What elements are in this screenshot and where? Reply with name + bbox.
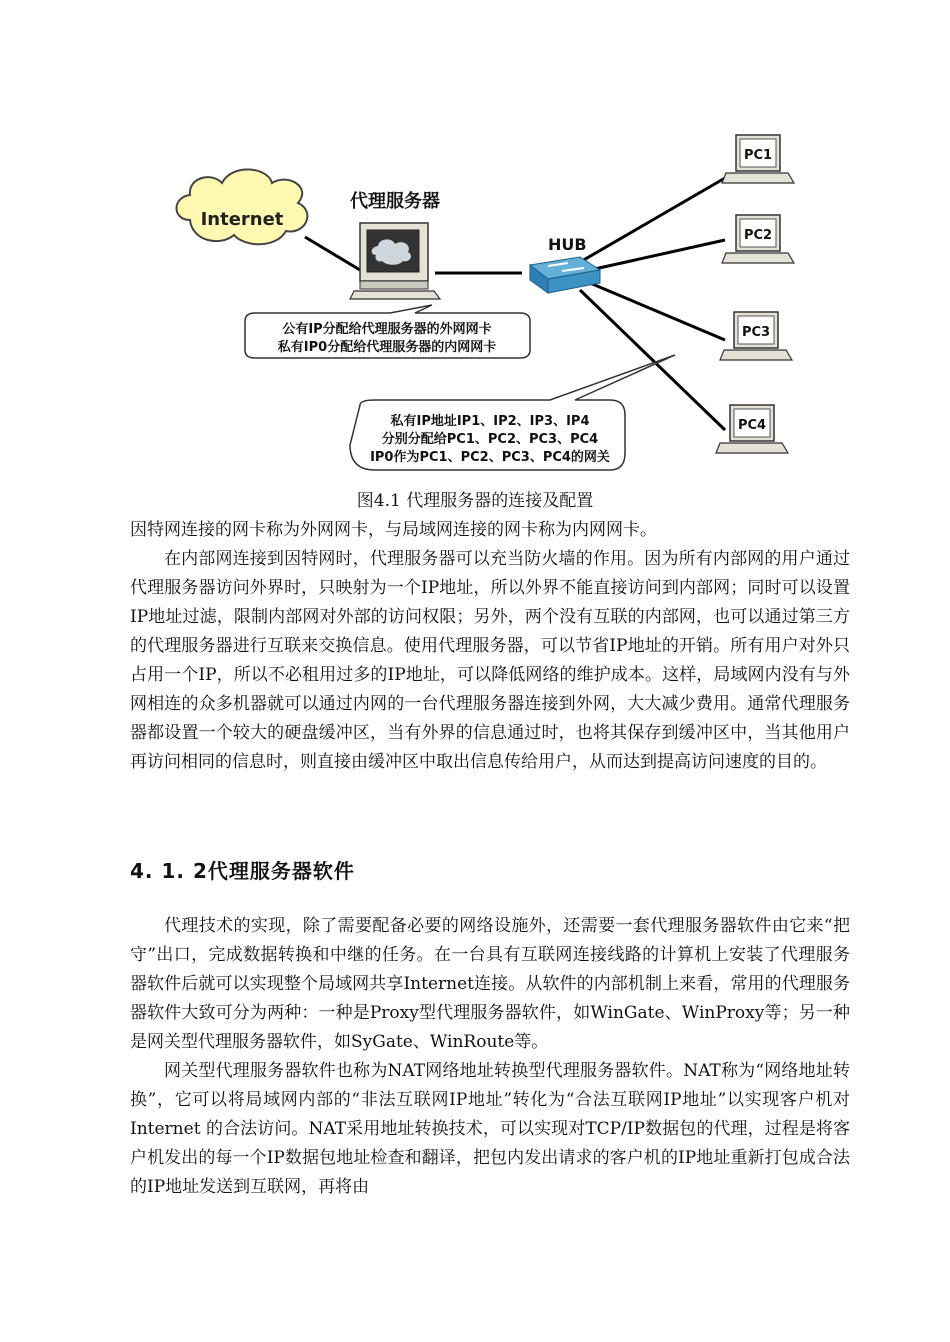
- paragraph-2: 在内部网连接到因特网时，代理服务器可以充当防火墙的作用。因为所有内部网的用户通过代理服务器访问外界时，只映射为一个IP地址，所以外界不能直接访问到内部网；同时可以设置IP地址过滤，限制内部网对外部的访问权限；另外，两个没有互联的内部网，也可以通过第三方的代理服务器进行互联来交换信息。使用代理服务器，可以节省IP地址的开销。所有用户对外只占用一个IP，所以不必租用过多的IP地址，可以降低网络的维护成本。这样，局域网内没有与外网相连的众多机器就可以通过内网的一台代理服务器连接到外网，大大减少费用。通常代理服务器都设置一个较大的硬盘缓冲区，当有外界的信息通过时，也将其保存到缓冲区中，当其他用户再访问相同的信息时，则直接由缓冲区中取出信息传给用户，从而达到提高访问速度的目的。: [130, 549, 850, 772]
- paragraph-3: 代理技术的实现，除了需要配备必要的网络设施外，还需要一套代理服务器软件由它来“把守”出口，完成数据转换和中继的任务。在一台具有互联网连接线路的计算机上安装了代理服务器软件后就可以实现整个局域网共享Internet连接。从软件的内部机制上来看，常用的代理服务器软件大致可分为两种：一种是Proxy型代理服务器软件，如WinGate、WinProxy等；另一种是网关型代理服务器软件，如SyGate、WinRoute等。: [130, 916, 850, 1052]
- figure-caption: 图4.1 代理服务器的连接及配置: [356, 491, 594, 511]
- internet-label: Internet: [200, 209, 284, 230]
- connection-lines: [305, 178, 725, 430]
- pc4-label: PC4: [737, 418, 767, 433]
- pc1-label: PC1: [743, 148, 773, 163]
- pc2-label: PC2: [743, 228, 773, 243]
- proxy-server-icon: [350, 223, 440, 299]
- internet-cloud-icon: [177, 169, 308, 244]
- network-diagram: [170, 125, 810, 485]
- pcs-callout-line1: 私有IP地址IP1、IP2、IP3、IP4: [390, 414, 590, 429]
- proxy-callout-line2: 私有IP0分配给代理服务器的内网网卡: [277, 340, 497, 355]
- body-text-bottom: [130, 912, 850, 1202]
- pc3-label: PC3: [741, 325, 771, 340]
- pcs-callout-line3: IP0作为PC1、PC2、PC3、PC4的网关: [370, 450, 610, 465]
- proxy-server-label: 代理服务器: [350, 191, 440, 212]
- section-heading: 4. 1. 2代理服务器软件: [130, 859, 355, 883]
- proxy-callout-line1: 公有IP分配给代理服务器的外网网卡: [282, 322, 492, 337]
- hub-label: HUB: [548, 235, 587, 254]
- body-text-top: [130, 516, 850, 777]
- paragraph-4: 网关型代理服务器软件也称为NAT网络地址转换型代理服务器软件。NAT称为“网络地址转换”，它可以将局域网内部的“非法互联网IP地址”转化为“合法互联网IP地址”以实现客户机对Internet 的合法访问。NAT采用地址转换技术，可以实现对TCP/IP数据包的代理，过程是将客户机发出的每一个IP数据包地址检查和翻译，把包内发出请求的客户机的IP地址重新打包成合法的IP地址发送到互联网，再将由: [130, 1061, 850, 1197]
- paragraph-1: 因特网连接的网卡称为外网网卡，与局域网连接的网卡称为内网网卡。: [130, 520, 657, 540]
- hub-icon: [530, 257, 600, 293]
- pcs-callout-line2: 分别分配给PC1、PC2、PC3、PC4: [381, 432, 599, 447]
